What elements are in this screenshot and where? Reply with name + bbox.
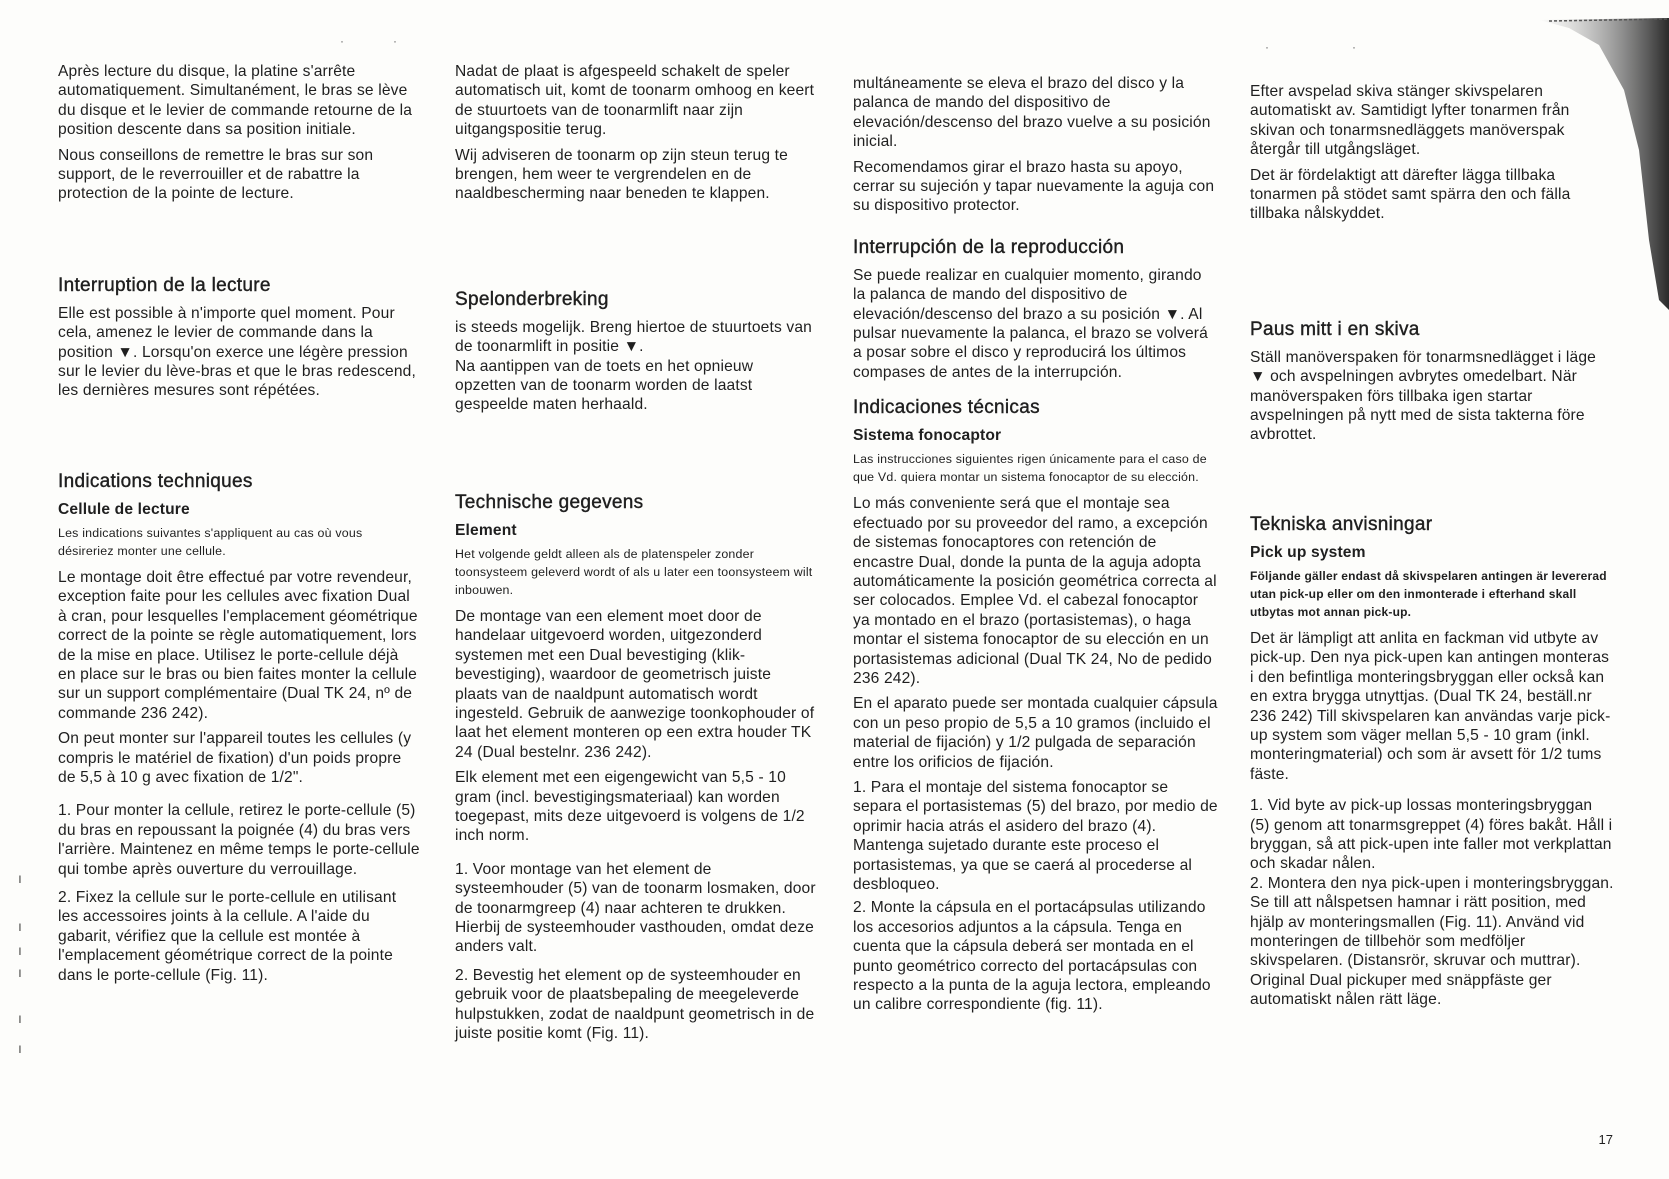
sv-subheading: Pick up system <box>1250 543 1366 561</box>
es-paragraph: Se puede realizar en cualquier momento, girando la palanca de mando del dispositivo de elevación/descenso del brazo a su posición ▼. Al pulsar nuevamente la palanca, el brazo se volverá a posar sobre el disco y reproducirá los últimos compases de antes de la interrupción. <box>853 266 1208 381</box>
nl-paragraph: Na aantippen van de toets en het opnieuw opzetten van de toonarm worden de laatst gespeelde maten herhaald. <box>455 357 754 414</box>
es-paragraph: En el aparato puede ser montada cualquier cápsula con un peso propio de 5,5 a 10 gramos (incluido el material de fijación) y 1/2 pulgada de separación entre los orificios de fijación. <box>853 695 1218 771</box>
es-step-2: 2. Monte la cápsula en el portacápsulas utilizando los accesorios adjuntos a la cápsula. Tenga en cuenta que la cápsula deberá ser montada en el punto geométrico correcto del portacápsulas con respecto a la punta de la aguja lectora, empleando un calibre correspondiente (fig. 11). <box>853 899 1211 1014</box>
margin-mark: ı <box>18 918 22 934</box>
nl-step-1: 1. Voor montage van het element de systeemhouder (5) van de toonarm losmaken, door de toonarmgreep (4) naar achteren te drukken. Hierbij de systeemhouder vasthouden, omdat deze anders valt. <box>455 860 816 956</box>
sv-note: Följande gäller endast då skivspelaren antingen är levererad utan pick-up eller om den inmonterade i efterhand skall utbytas mot annan pick-up. <box>1250 568 1607 619</box>
nl-heading-interruption: Spelonderbreking <box>455 288 609 310</box>
page-number: 17 <box>1598 1132 1613 1147</box>
margin-mark: ı <box>18 870 22 886</box>
nl-paragraph: Elk element met een eigengewicht van 5,5 - 10 gram (incl. bevestigingsmateriaal) kan worden toegepast, mits deze uitgevoerd is volgens de 1/2 inch norm. <box>455 769 805 845</box>
nl-paragraph: is steeds mogelijk. Breng hiertoe de stuurtoets van de toonarmlift in positie ▼. <box>455 318 812 356</box>
sv-step-1: 1. Vid byte av pick-up lossas monteringsbryggan (5) genom att tonarmsgreppet (4) föres bakåt. Håll i bryggan, så att pick-upen inte faller mot verkplattan och skadar nålen. <box>1250 797 1613 873</box>
sv-paragraph: Ställ manöverspaken för tonarmsnedlägget i läge ▼ och avspelningen avbrytes omedelbart. När manöverspaken förs tillbaka igen startar avspelningen på nytt med de sista takterna före avbrottet. <box>1250 348 1596 444</box>
margin-mark: ı <box>18 964 22 980</box>
nl-heading-technical: Technische gegevens <box>455 491 644 513</box>
scan-speck: · <box>393 34 397 48</box>
column-french <box>58 62 420 994</box>
sv-paragraph: Efter avspelad skiva stänger skivspelaren automatiskt av. Samtidigt lyfter tonarmen från skivan och tonarmsnedläggets manöverspak återgår till utgångsläget. <box>1250 83 1570 159</box>
es-note: Las instrucciones siguientes rigen únicamente para el caso de que Vd. quiera montar un sistema fonocaptor de su elección. <box>853 452 1207 485</box>
nl-step-2: 2. Bevestig het element op de systeemhouder en gebruik voor de plaatsbepaling de meegeleverde hulpstukken, zodat de naaldpunt geometrisch in de juiste positie komt (Fig. 11). <box>455 966 815 1042</box>
nl-paragraph: De montage van een element moet door de handelaar uitgevoerd worden, uitgezonderd systemen met een Dual bevestiging (klik-bevestiging), waardoor de geometrisch juiste plaats van de naaldpunt automatisch wordt ingesteld. Gebruik de aanwezige toonkophouder of laat het element monteren op een extra houder TK 24 (Dual bestelnr. 236 242). <box>455 607 815 761</box>
sv-step-2: 2. Montera den nya pick-upen i monteringsbryggan. Se till att nålspetsen hamnar i rätt position, med hjälp av monteringsmallen (Fig. 11). Använd vid monteringen de tillbehör som medföljer skivspelaren. (Distansrör, skruvar och muttrar). <box>1250 874 1614 970</box>
margin-mark: ı <box>18 942 22 958</box>
fr-heading-technical: Indications techniques <box>58 470 253 492</box>
column-dutch <box>455 62 817 1052</box>
fr-paragraph: Nous conseillons de remettre le bras sur son support, de le reverrouiller et de rabattre la protection de la pointe de lecture. <box>58 146 374 203</box>
sv-paragraph: Original Dual pickuper med snäppfäste ger automatiskt nålen rätt läge. <box>1250 971 1552 1009</box>
es-subheading: Sistema fonocaptor <box>853 427 1002 445</box>
fr-paragraph: Après lecture du disque, la platine s'arrête automatiquement. Simultanément, le bras se lève du disque et le levier de commande retourne de la position descente dans sa position initiale. <box>58 63 413 139</box>
sv-heading-interruption: Paus mitt i en skiva <box>1250 318 1420 340</box>
fr-subheading: Cellule de lecture <box>58 500 190 518</box>
nl-paragraph: Nadat de plaat is afgespeeld schakelt de speler automatisch uit, komt de toonarm omhoog en keert de stuurtoets van de toonarmlift naar zijn uitgangspositie terug. <box>455 63 815 139</box>
fr-step-2: 2. Fixez la cellule sur le porte-cellule en utilisant les accessoires joints à la cellule. A l'aide du gabarit, vérifiez que la cellule est montée à l'emplacement géométrique correct de la pointe dans le porte-cellule (Fig. 11). <box>58 888 397 984</box>
fr-note: Les indications suivantes s'appliquent au cas où vous désireriez monter une cellule. <box>58 525 363 558</box>
margin-mark: ı <box>18 1040 22 1056</box>
fr-step-1: 1. Pour monter la cellule, retirez le porte-cellule (5) du bras en repoussant la poignée (4) du bras vers l'arrière. Maintenez en même temps le porte-cellule qui tombe après ouverture du verrouillage. <box>58 802 420 878</box>
scan-speck: · <box>340 34 344 48</box>
fr-paragraph: On peut monter sur l'appareil toutes les cellules (y compris le matériel de fixation) d'un poids propre de 5,5 à 10 g avec fixation de 1/2". <box>58 730 412 786</box>
fr-paragraph: Elle est possible à n'importe quel moment. Pour cela, amenez le levier de commande dans la position ▼. Lorsqu'on exerce une légère pression sur le levier du lève-bras et que le bras redescend, les dernières mesures sont répétées. <box>58 304 416 400</box>
es-paragraph: Lo más conveniente será que el montaje sea efectuado por su proveedor del ramo, a excepción de sistemas fonocaptores con retención de encastre Dual, donde la punta de la aguja adopta automáticamente la posición geométrica correcta al ser colocados. Emplee Vd. el cabezal fonocaptor ya montado en el brazo (portasistemas), o haga montar el sistema fonocaptor de su elección en un portasistemas adicional (Dual TK 24, No de pedido 236 242). <box>853 495 1217 687</box>
fr-paragraph: Le montage doit être effectué par votre revendeur, exception faite pour les cellules avec fixation Dual à cran, pour lesquelles l'emplacement géométrique correct de la pointe se règle automatiquement, lors de la mise en place. Utilisez le porte-cellule déjà en place sur le bras ou bien faites monter la cellule sur un support complémentaire (Dual TK 24, nº de commande 236 242). <box>58 568 418 722</box>
nl-subheading: Element <box>455 521 517 539</box>
sv-heading-technical: Tekniska anvisningar <box>1250 513 1433 535</box>
es-paragraph: multáneamente se eleva el brazo del disco y la palanca de mando del dispositivo de elevación/descenso del brazo vuelve a su posición inicial. <box>853 75 1211 151</box>
column-spanish <box>853 74 1218 1024</box>
nl-note: Het volgende geldt alleen als de platenspeler zonder toonsysteem geleverd wordt of als u later een toonsysteem wilt inbouwen. <box>455 546 813 597</box>
es-step-1: 1. Para el montaje del sistema fonocaptor se separa el portasistemas (5) del brazo, por medio de oprimir hacia atrás el asidero del brazo (4). Mantenga sujetado durante este proceso el portasistemas, ya que se caerá al procederse al desbloqueo. <box>853 778 1218 893</box>
es-paragraph: Recomendamos girar el brazo hasta su apoyo, cerrar su sujeción y tapar nuevamente la aguja con su dispositivo protector. <box>853 158 1215 215</box>
es-heading-technical: Indicaciones técnicas <box>853 397 1040 419</box>
fr-heading-interruption: Interruption de la lecture <box>58 274 271 296</box>
sv-paragraph: Det är lämpligt att anlita en fackman vid utbyte av pick-up. Den nya pick-upen kan antingen monteras i den befintliga monteringsbryggan eller också kan en extra brygga utnyttjas. (Dual TK 24, beställ.nr 236 242) Till skivspelaren kan användas varje pick-up system som väger mellan 5,5 - 10 gram (inkl. monteringmaterial) och som är avsett för 1/2 tums fäste. <box>1250 629 1611 783</box>
es-heading-interruption: Interrupción de la reproducción <box>853 236 1125 258</box>
sv-paragraph: Det är fördelaktigt att därefter lägga tillbaka tonarmen på stödet samt spärra den och fälla tillbaka nålskyddet. <box>1250 166 1571 223</box>
scan-speck: · <box>1265 40 1269 54</box>
scan-speck: · <box>1352 40 1356 54</box>
column-swedish <box>1250 82 1615 1016</box>
margin-mark: ı <box>18 1010 22 1026</box>
nl-paragraph: Wij adviseren de toonarm op zijn steun terug te brengen, hem weer te vergrendelen en de naaldbescherming naar beneden te klappen. <box>455 146 788 203</box>
